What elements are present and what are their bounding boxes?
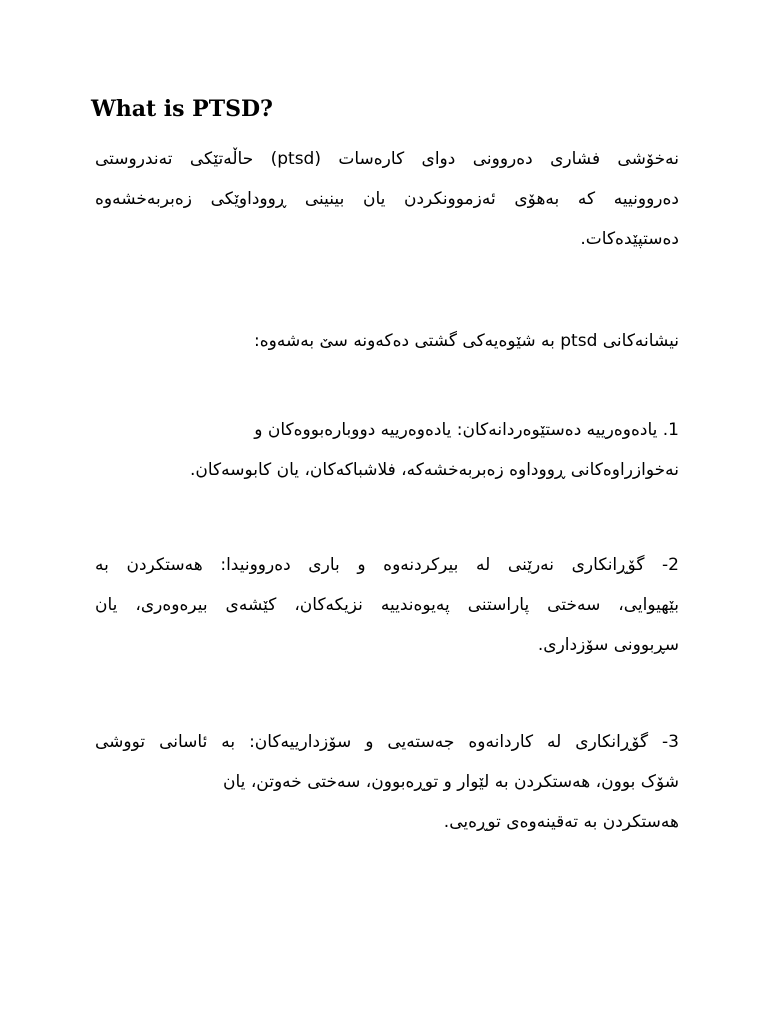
paragraph-line: 2- گۆڕانکاری نەرێنی لە بیرکردنەوە و باری دەروونیدا: هەستکردن بە (95, 555, 679, 575)
symptom-item-3 (95, 722, 679, 842)
paragraph-line: هەستکردن بە تەقینەوەی توڕەیی. (443, 812, 679, 832)
paragraph-line: نەخۆشی فشاری دەروونی دوای کارەسات (ptsd) حاڵەتێکی تەندروستی (95, 149, 679, 169)
paragraph-line: شۆک بوون، هەستکردن بە لێوار و توڕەبوون، سەختی خەوتن، یان (223, 772, 679, 792)
paragraph-line: دەستپێدەکات. (580, 229, 679, 249)
paragraph-line: نیشانەکانی ptsd بە شێوەیەکی گشتی دەکەونە سێ بەشەوە: (254, 331, 679, 351)
paragraph-line: نەخوازراوەکانی ڕووداوە زەبربەخشەکە، فلاشباکەکان، یان کابوسەکان. (189, 460, 679, 480)
document-title: What is PTSD? (91, 96, 273, 122)
symptom-item-1 (95, 410, 679, 490)
paragraph-line: 3- گۆڕانکاری لە کاردانەوە جەستەیی و سۆزدارییەکان: بە ئاسانی تووشی (95, 732, 679, 752)
symptom-item-2 (95, 545, 679, 665)
ptsd-definition-paragraph (95, 139, 679, 259)
symptoms-intro-paragraph (95, 321, 679, 361)
paragraph-line: بێهیوایی، سەختی پاراستنی پەیوەندییە نزیکەکان، کێشەی بیرەوەری، یان (95, 595, 679, 615)
paragraph-line: سڕبوونی سۆزداری. (537, 635, 679, 655)
paragraph-line: 1. یادەوەرییە دەستێوەردانەکان: یادەوەرییە دووبارەبووەکان و (254, 420, 679, 440)
paragraph-line: دەروونییە کە بەهۆی ئەزموونکردن یان بینینی ڕووداوێکی زەبربەخشەوە (95, 189, 679, 209)
